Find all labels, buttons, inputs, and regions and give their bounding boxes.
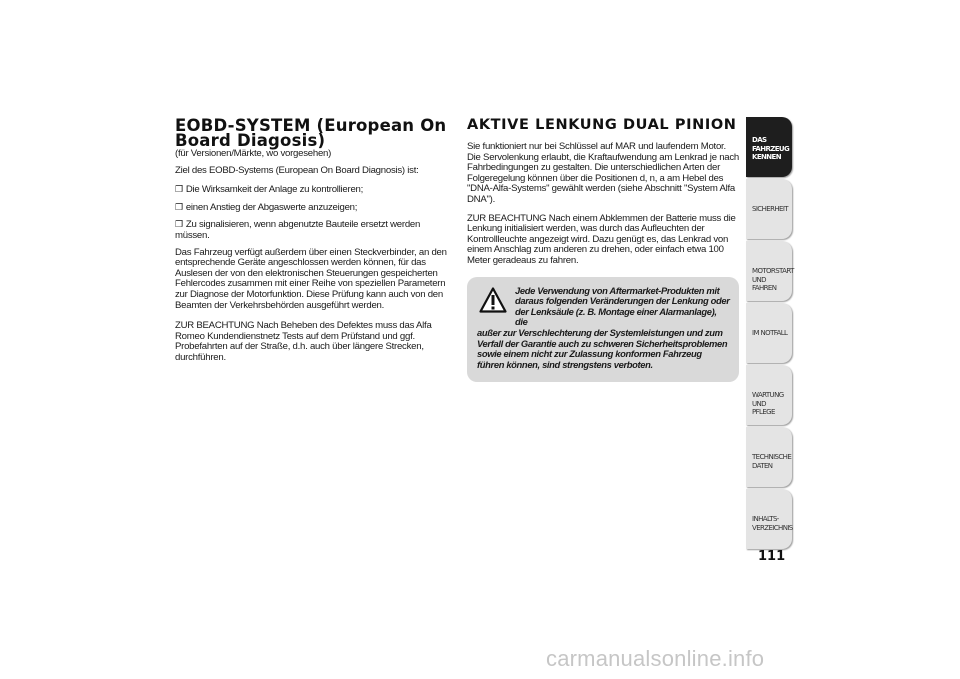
tab-label: WARTUNG UND PFLEGE — [752, 391, 784, 416]
tab-label: IM NOTFALL — [752, 329, 788, 337]
watermark: carmanualsonline.info — [546, 646, 765, 671]
eobd-bullet — [175, 202, 453, 214]
eobd-bullet — [175, 184, 453, 196]
tab-label: INHALTS- VERZEICHNIS — [752, 515, 793, 532]
page-number: 111 — [758, 549, 786, 564]
steering-paragraph-2: ZUR BEACHTUNG Nach einem Abklemmen der Batterie muss die Lenkung initialisiert werden, was durch das Aufleuchten der Kontrollleuchte angezeigt wird. Dazu genügt es, das Lenkrad von einem Anschlag zum anderen zu drehen, oder einfach etwa 100 Meter geradeaus zu fahren. — [467, 212, 736, 266]
eobd-intro: Ziel des EOBD-Systems (European On Board Diagnosis) ist: — [175, 164, 419, 176]
warning-triangle-icon — [479, 287, 507, 313]
steering-paragraph-1: Sie funktioniert nur bei Schlüssel auf MAR und laufendem Motor. Die Servolenkung erlaubt, die Kraftaufwendung am Lenkrad je nach Fahrbedingungen zu gestalten. Die unterschiedlichen Arten der Folgeregelung können über die Positionen d, n, a am Hebel des "DNA-Alfa-Systems" gewählt werden (siehe Abschnitt "System Alfa DNA"). — [467, 141, 739, 205]
tab-sicherheit[interactable] — [746, 179, 792, 239]
tab-motorstart-und-fahren[interactable] — [746, 241, 792, 301]
tab-inhaltsverzeichnis[interactable] — [746, 489, 792, 549]
warning-text — [477, 286, 731, 371]
eobd-title — [175, 118, 453, 148]
warning-box — [467, 277, 739, 383]
tab-label: SICHERHEIT — [752, 205, 788, 213]
tab-das-fahrzeug-kennen[interactable] — [746, 117, 792, 177]
tab-im-notfall[interactable] — [746, 303, 792, 363]
tab-technische-daten[interactable] — [746, 427, 792, 487]
steering-title: AKTIVE LENKUNG DUAL PINION — [467, 117, 737, 133]
warning-text-lead: Jede Verwendung von Aftermarket-Produkten mit daraus folgenden Veränderungen der Lenkung oder der Lenksäule (z. B. Montage einer Alarmanlage), die — [515, 284, 730, 328]
bullet-text: Zu signalisieren, wenn abgenutzte Bauteile ersetzt werden müssen. — [175, 219, 421, 241]
tab-label: TECHNISCHE DATEN — [752, 453, 792, 470]
eobd-subtitle: (für Versionen/Märkte, wo vorgesehen) — [175, 148, 332, 159]
eobd-paragraph-1: Das Fahrzeug verfügt außerdem über einen Steckverbinder, an den entsprechende Geräte angeschlossen werden können, für das Auslesen der von den elektronischen Steuerungen gespeicherten Fehlercodes zusammen mit einer Reihe von speziellen Parametern zur Diagnose der Motorfunktion. Diese Prüfung kann auch von den Beamten der Verkehrsbehörden ausgeführt werden. — [175, 246, 447, 311]
checkbox-bullet-icon: ❒ — [175, 184, 183, 195]
chapter-tabs — [746, 117, 792, 551]
tab-label: DAS FAHRZEUG KENNEN — [752, 136, 790, 161]
tab-wartung-und-pflege[interactable] — [746, 365, 792, 425]
tab-label: MOTORSTART UND FAHREN — [752, 267, 794, 292]
eobd-section — [175, 118, 453, 374]
eobd-title-line2: Board Diagosis) — [175, 131, 326, 150]
eobd-title-line1: EOBD-SYSTEM (European On — [175, 116, 447, 135]
eobd-paragraph-2: ZUR BEACHTUNG Nach Beheben des Defektes muss das Alfa Romeo Kundendienstnetz Tests auf dem Prüfstand und ggf. Probefahrten auf der Straße, d.h. auch über längere Strecken, durchführen. — [175, 320, 432, 363]
bullet-text: Die Wirksamkeit der Anlage zu kontrollieren; — [185, 184, 364, 196]
steering-section — [467, 118, 739, 382]
eobd-bullet — [175, 219, 453, 241]
bullet-text: einen Anstieg der Abgaswerte anzuzeigen; — [185, 201, 358, 213]
warning-text-rest: außer zur Verschlechterung der Systemleistungen und zum Verfall der Garantie auch zu schweren Sicherheitsproblemen sowie einem nicht zur Zulassung konformen Fahrzeug führen können, sind strengstens verboten. — [477, 326, 728, 370]
checkbox-bullet-icon: ❒ — [175, 201, 183, 212]
checkbox-bullet-icon: ❒ — [175, 219, 183, 230]
